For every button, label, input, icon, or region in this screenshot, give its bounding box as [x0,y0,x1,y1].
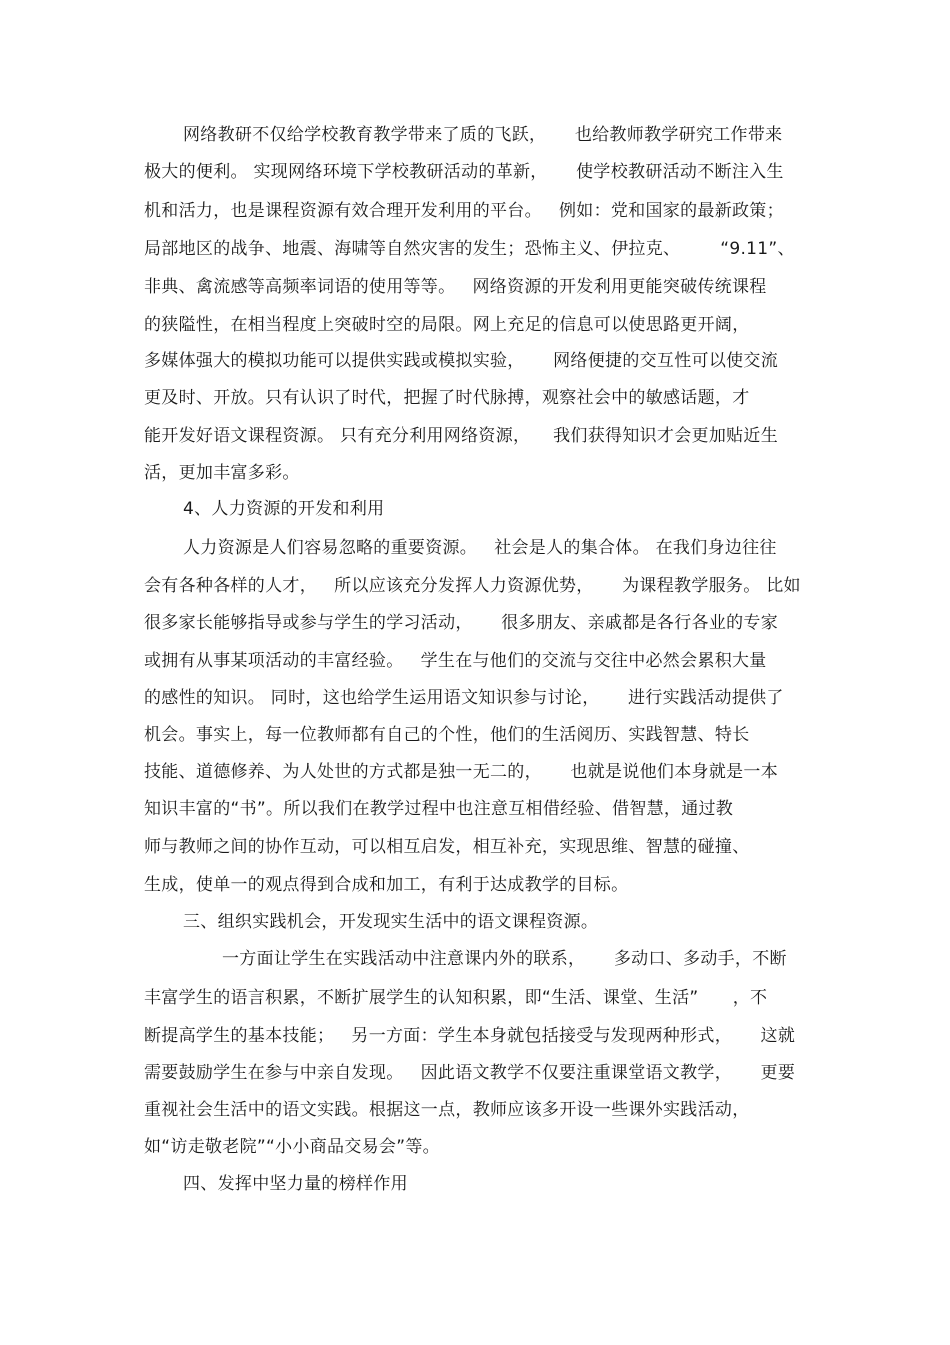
text-line: 局部地区的战争、地震、海啸等自然灾害的发生；恐怖主义、伊拉克、 “9.11”、 [144,239,795,259]
text-line: 机和活力，也是课程资源有效合理开发利用的平台。 例如：党和国家的最新政策； [144,201,784,221]
text-line: 会有各种各样的人才， 所以应该充分发挥人力资源优势， 为课程教学服务。 比如 [144,576,801,596]
text-line: 师与教师之间的协作互动，可以相互启发，相互补充，实现思维、智慧的碰撞、 [144,837,750,857]
text-line: 能开发好语文课程资源。 只有充分利用网络资源， 我们获得知识才会更加贴近生 [144,426,779,446]
text-line: 生成，使单一的观点得到合成和加工，有利于达成教学的目标。 [144,875,629,895]
text-line: 技能、道德修养、为人处世的方式都是独一无二的， 也就是说他们本身就是一本 [144,762,779,782]
text-line: 或拥有从事某项活动的丰富经验。 学生在与他们的交流与交往中必然会累积大量 [144,651,767,671]
text-line: 丰富学生的语言积累，不断扩展学生的认知积累，即“生活、课堂、生活” ，不 [144,988,768,1008]
text-line: 很多家长能够指导或参与学生的学习活动， 很多朋友、亲戚都是各行各业的专家 [144,613,779,633]
text-line: 的狭隘性，在相当程度上突破时空的局限。网上充足的信息可以使思路更开阔， [144,315,750,335]
text-line: 断提高学生的基本技能； 另一方面：学生本身就包括接受与发现两种形式， 这就 [144,1026,796,1046]
text-line: 一方面让学生在实践活动中注意课内外的联系， 多动口、多动手，不断 [222,949,787,969]
section-heading: 四、发挥中坚力量的榜样作用 [183,1174,408,1194]
text-line: 网络教研不仅给学校教育教学带来了质的飞跃， 也给教师教学研究工作带来 [183,125,783,145]
text-line: 需要鼓励学生在参与中亲自发现。 因此语文教学不仅要注重课堂语文教学， 更要 [144,1063,796,1083]
text-line: 非典、禽流感等高频率词语的使用等等。 网络资源的开发利用更能突破传统课程 [144,277,767,297]
text-line: 如“访走敬老院”“小小商品交易会”等。 [144,1137,440,1157]
text-line: 活，更加丰富多彩。 [144,463,300,483]
text-line: 更及时、开放。只有认识了时代，把握了时代脉搏，观察社会中的敏感话题，才 [144,388,750,408]
section-heading: 4、人力资源的开发和利用 [183,499,385,519]
text-line: 人力资源是人们容易忽略的重要资源。 社会是人的集合体。 在我们身边往往 [183,538,777,558]
text-line: 多媒体强大的模拟功能可以提供实践或模拟实验， 网络便捷的交互性可以使交流 [144,351,779,371]
text-line: 知识丰富的“书”。所以我们在教学过程中也注意互相借经验、借智慧，通过教 [144,799,734,819]
text-line: 极大的便利。 实现网络环境下学校教研活动的革新， 使学校教研活动不断注入生 [144,162,784,182]
text-line: 重视社会生活中的语文实践。根据这一点，教师应该多开设一些课外实践活动， [144,1100,750,1120]
text-line: 的感性的知识。 同时，这也给学生运用语文知识参与讨论， 进行实践活动提供了 [144,688,784,708]
text-line: 机会。事实上，每一位教师都有自己的个性，他们的生活阅历、实践智慧、特长 [144,725,750,745]
section-heading: 三、组织实践机会，开发现实生活中的语文课程资源。 [183,912,599,932]
